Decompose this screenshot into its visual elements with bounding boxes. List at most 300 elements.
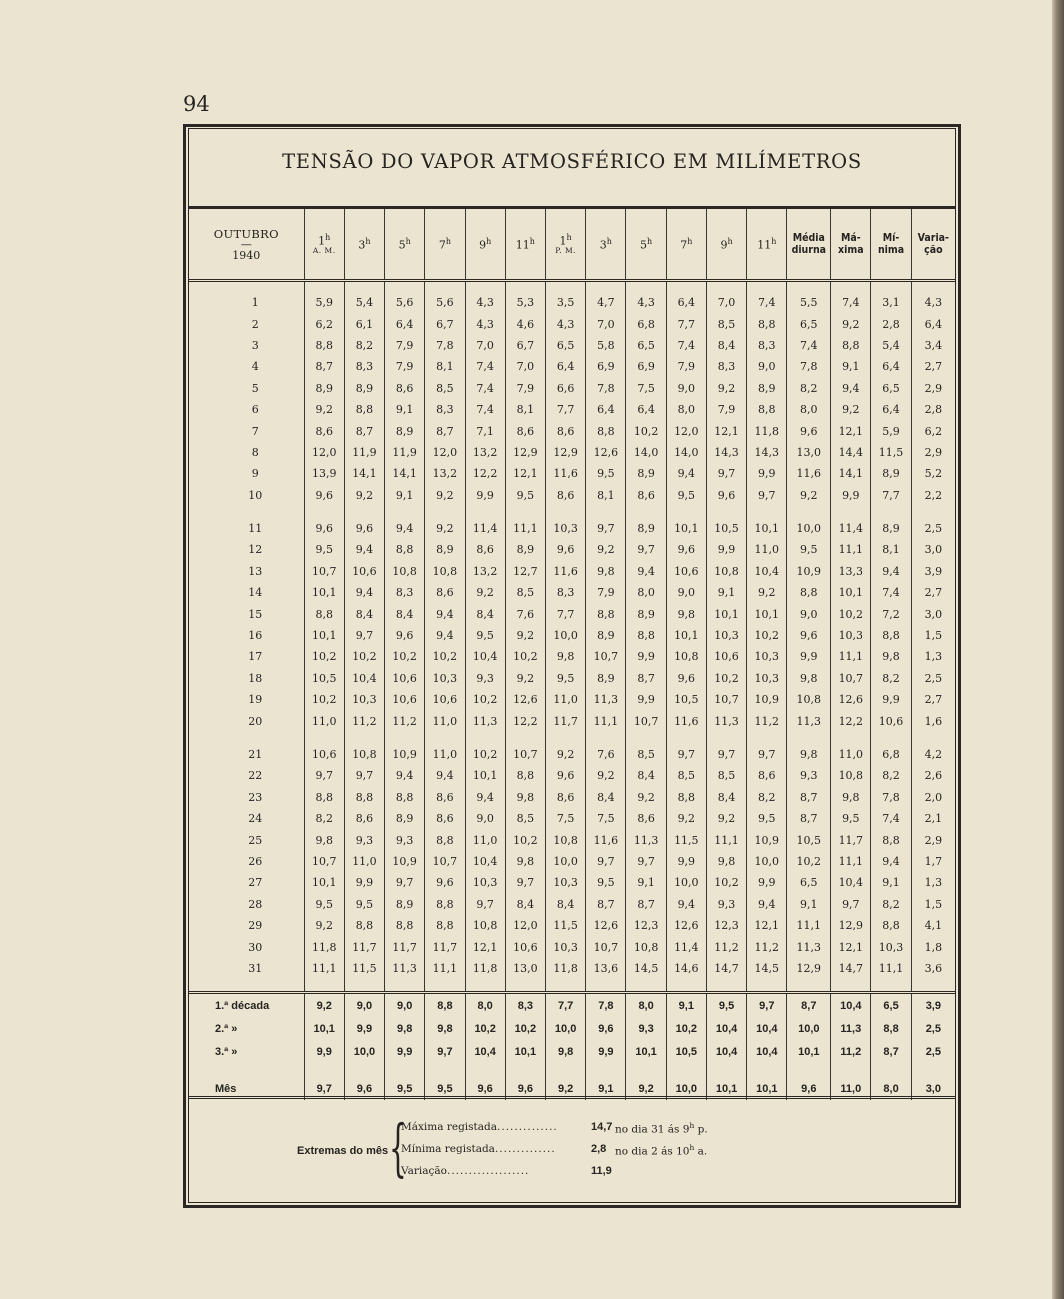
value-cell: 11,3: [787, 710, 831, 731]
value-cell: 8,0: [666, 399, 706, 420]
value-cell: 9,7: [666, 744, 706, 765]
hour-suffix: h: [647, 236, 653, 246]
value-cell: 8,4: [465, 603, 505, 624]
value-cell: 8,0: [626, 582, 666, 603]
value-cell: 10,5: [787, 829, 831, 850]
spacer-cell: [344, 281, 384, 293]
value-cell: 2,8: [871, 313, 911, 334]
value-cell: 7,8: [586, 378, 626, 399]
value-cell: 7,9: [666, 356, 706, 377]
value-cell: 9,6: [304, 485, 344, 506]
value-cell: 6,5: [546, 335, 586, 356]
value-cell: 8,6: [425, 808, 465, 829]
value-cell: 14,0: [626, 442, 666, 463]
value-cell: 10,8: [626, 936, 666, 957]
table-row: [189, 335, 955, 356]
value-cell: 12,2: [465, 463, 505, 484]
value-cell: 9,4: [344, 539, 384, 560]
value-cell: 2,0: [911, 787, 955, 808]
value-cell: 9,2: [666, 808, 706, 829]
value-cell: 7,0: [465, 335, 505, 356]
value-cell: 4,3: [911, 292, 955, 313]
value-cell: 10,8: [425, 561, 465, 582]
value-cell: 6,5: [626, 335, 666, 356]
note-hour-suffix: h: [689, 1121, 695, 1130]
summary-value-cell: 9,1: [666, 993, 706, 1018]
spacer-cell: [666, 281, 706, 293]
value-cell: 7,6: [586, 744, 626, 765]
value-cell: 8,4: [626, 765, 666, 786]
header-hour-4: [465, 209, 505, 281]
table-row: [189, 582, 955, 603]
value-cell: 10,1: [304, 582, 344, 603]
table-row: [189, 710, 955, 731]
value-cell: 8,4: [385, 603, 425, 624]
spacer-cell: [706, 506, 746, 518]
value-cell: 7,5: [586, 808, 626, 829]
spacer-cell: [666, 1063, 706, 1077]
spacer-cell: [911, 979, 955, 993]
header-hour-2: [385, 209, 425, 281]
spacer-cell: [425, 979, 465, 993]
summary-value-cell: 7,8: [586, 993, 626, 1018]
value-cell: 3,1: [871, 292, 911, 313]
note-text: no dia 31 ás: [615, 1123, 680, 1136]
value-cell: 11,2: [706, 936, 746, 957]
summary-value-cell: 8,0: [871, 1077, 911, 1100]
value-cell: 10,3: [747, 646, 787, 667]
spacer-cell: [465, 506, 505, 518]
spacer-cell: [706, 1063, 746, 1077]
value-cell: 11,0: [425, 710, 465, 731]
spacer-cell: [747, 979, 787, 993]
table-header-row: [189, 209, 955, 281]
value-cell: 5,6: [385, 292, 425, 313]
value-cell: 10,2: [304, 646, 344, 667]
value-cell: 9,5: [304, 894, 344, 915]
leader-dots: ...................: [446, 1165, 530, 1177]
value-cell: 8,9: [626, 518, 666, 539]
spacer-cell: [425, 506, 465, 518]
monthly-extremes: [189, 1096, 955, 1199]
value-cell: 9,4: [385, 765, 425, 786]
value-cell: 9,8: [871, 646, 911, 667]
summary-label: 2.ª »: [215, 1022, 238, 1035]
day-cell: 5: [251, 381, 259, 395]
value-cell: 9,7: [586, 851, 626, 872]
header-month-year: [189, 209, 304, 281]
table-row: [189, 808, 955, 829]
table-row: [189, 915, 955, 936]
day-cell: 20: [248, 714, 263, 728]
value-cell: 9,7: [747, 744, 787, 765]
value-cell: 8,2: [304, 808, 344, 829]
value-cell: 8,7: [586, 894, 626, 915]
value-cell: 8,7: [626, 894, 666, 915]
value-cell: 9,8: [787, 668, 831, 689]
value-cell: 7,7: [666, 313, 706, 334]
day-cell: 12: [248, 543, 263, 557]
value-cell: 6,4: [871, 356, 911, 377]
value-cell: 10,7: [304, 851, 344, 872]
day-cell: 1: [251, 296, 259, 310]
value-cell: 8,8: [586, 603, 626, 624]
value-cell: 8,8: [304, 787, 344, 808]
spacer-cell: [385, 979, 425, 993]
value-cell: 12,2: [505, 710, 545, 731]
table-row: [189, 765, 955, 786]
value-cell: 10,6: [344, 561, 384, 582]
value-cell: 10,2: [747, 625, 787, 646]
value-cell: 11,1: [586, 710, 626, 731]
value-cell: 8,2: [871, 765, 911, 786]
value-cell: 8,7: [787, 787, 831, 808]
header-hour-6: [546, 209, 586, 281]
value-cell: 13,2: [465, 442, 505, 463]
value-cell: 9,7: [465, 894, 505, 915]
value-cell: 12,0: [425, 442, 465, 463]
value-cell: 10,7: [706, 689, 746, 710]
value-cell: 9,5: [304, 539, 344, 560]
value-cell: 11,1: [425, 958, 465, 979]
summary-value-cell: 2,5: [911, 1017, 955, 1040]
hour-number: 11: [757, 238, 772, 252]
day-cell: 8: [251, 445, 259, 459]
value-cell: 8,6: [546, 787, 586, 808]
value-cell: 9,6: [706, 485, 746, 506]
value-cell: 10,4: [747, 561, 787, 582]
value-cell: 12,7: [505, 561, 545, 582]
spacer-cell: [505, 281, 545, 293]
value-cell: 9,0: [666, 582, 706, 603]
spacer-cell: [787, 732, 831, 744]
value-cell: 10,8: [706, 561, 746, 582]
leader-dots: ..............: [494, 1143, 556, 1155]
value-cell: 9,2: [831, 313, 871, 334]
value-cell: 11,0: [831, 744, 871, 765]
value-cell: 8,8: [505, 765, 545, 786]
value-cell: 9,1: [385, 485, 425, 506]
value-cell: 9,1: [787, 894, 831, 915]
value-cell: 10,6: [505, 936, 545, 957]
value-cell: 9,4: [344, 582, 384, 603]
value-cell: 12,9: [787, 958, 831, 979]
value-cell: 11,0: [304, 710, 344, 731]
value-cell: 8,3: [747, 335, 787, 356]
spacer-cell: [911, 1063, 955, 1077]
value-cell: 9,2: [706, 378, 746, 399]
value-cell: 7,9: [385, 356, 425, 377]
value-cell: 11,6: [666, 710, 706, 731]
value-cell: 8,2: [344, 335, 384, 356]
spacer-cell: [304, 1063, 344, 1077]
summary-value-cell: 10,5: [666, 1040, 706, 1063]
value-cell: 10,0: [787, 518, 831, 539]
value-cell: 4,6: [505, 313, 545, 334]
table-row: [189, 292, 955, 313]
spacer-cell: [505, 506, 545, 518]
value-cell: 8,6: [385, 378, 425, 399]
value-cell: 10,1: [304, 872, 344, 893]
value-cell: 8,6: [344, 808, 384, 829]
value-cell: 10,8: [787, 689, 831, 710]
value-cell: 3,9: [911, 561, 955, 582]
day-cell: 6: [251, 403, 259, 417]
value-cell: 9,6: [304, 518, 344, 539]
day-cell: 15: [248, 607, 263, 621]
hour-number: 1: [318, 234, 326, 248]
value-cell: 8,9: [385, 894, 425, 915]
spacer-cell: [304, 281, 344, 293]
value-cell: 4,2: [911, 744, 955, 765]
day-cell: 18: [248, 671, 263, 685]
value-cell: 10,9: [787, 561, 831, 582]
value-cell: 11,1: [304, 958, 344, 979]
value-cell: 11,6: [586, 829, 626, 850]
value-cell: 6,9: [626, 356, 666, 377]
table-row: [189, 356, 955, 377]
hour-number: 7: [680, 238, 688, 252]
summary-value-cell: 11,3: [831, 1017, 871, 1040]
value-cell: 8,6: [626, 485, 666, 506]
summary-value-cell: 9,9: [304, 1040, 344, 1063]
value-cell: 8,8: [304, 335, 344, 356]
value-cell: 10,3: [344, 689, 384, 710]
header-stat-3: [911, 209, 955, 281]
summary-value-cell: 8,7: [787, 993, 831, 1018]
value-cell: 9,5: [586, 463, 626, 484]
value-cell: 11,8: [747, 420, 787, 441]
header-dash: —: [240, 237, 252, 251]
value-cell: 8,4: [706, 787, 746, 808]
value-cell: 12,0: [304, 442, 344, 463]
summary-value-cell: 9,7: [747, 993, 787, 1018]
hour-suffix: h: [687, 236, 693, 246]
summary-value-cell: 10,1: [304, 1017, 344, 1040]
day-cell: 10: [248, 488, 263, 502]
value-cell: 9,3: [787, 765, 831, 786]
summary-value-cell: 10,0: [546, 1017, 586, 1040]
value-cell: 10,8: [344, 744, 384, 765]
extreme-row-label: [401, 1143, 556, 1155]
spacer-row: [189, 506, 955, 518]
value-cell: 9,9: [747, 463, 787, 484]
spacer-cell: [546, 979, 586, 993]
value-cell: 12,3: [706, 915, 746, 936]
value-cell: 14,4: [831, 442, 871, 463]
value-cell: 8,8: [425, 915, 465, 936]
value-cell: 8,8: [747, 399, 787, 420]
spacer-cell: [871, 506, 911, 518]
value-cell: 14,1: [831, 463, 871, 484]
spacer-cell: [626, 1063, 666, 1077]
value-cell: 9,8: [586, 561, 626, 582]
value-cell: 5,2: [911, 463, 955, 484]
value-cell: 10,7: [831, 668, 871, 689]
value-cell: 14,0: [666, 442, 706, 463]
summary-value-cell: 10,4: [465, 1040, 505, 1063]
value-cell: 8,5: [505, 808, 545, 829]
value-cell: 14,3: [747, 442, 787, 463]
table-row: [189, 603, 955, 624]
summary-value-cell: 9,0: [344, 993, 384, 1018]
value-cell: 11,5: [546, 915, 586, 936]
header-hour-0: [304, 209, 344, 281]
spacer-cell: [626, 979, 666, 993]
spacer-cell: [871, 281, 911, 293]
value-cell: 8,0: [787, 399, 831, 420]
value-cell: 9,0: [747, 356, 787, 377]
day-cell: 24: [248, 812, 263, 826]
value-cell: 10,1: [747, 518, 787, 539]
value-cell: 10,9: [385, 851, 425, 872]
value-cell: 10,2: [706, 872, 746, 893]
summary-value-cell: 9,6: [465, 1077, 505, 1100]
summary-row: [189, 1017, 955, 1040]
value-cell: 4,3: [546, 313, 586, 334]
value-cell: 11,0: [344, 851, 384, 872]
value-cell: 9,7: [706, 463, 746, 484]
value-cell: 11,0: [546, 689, 586, 710]
extreme-row-label: [401, 1121, 558, 1133]
day-cell: 30: [248, 940, 263, 954]
spacer-cell: [871, 1063, 911, 1077]
table-row: [189, 689, 955, 710]
value-cell: 9,2: [586, 539, 626, 560]
page-number: 94: [183, 92, 210, 116]
extreme-value: 2,8: [591, 1143, 607, 1155]
value-cell: 9,9: [831, 485, 871, 506]
value-cell: 11,2: [385, 710, 425, 731]
value-cell: 8,3: [344, 356, 384, 377]
hour-number: 11: [515, 238, 530, 252]
value-cell: 12,6: [666, 915, 706, 936]
value-cell: 10,4: [344, 668, 384, 689]
day-cell: 7: [251, 424, 259, 438]
value-cell: 8,2: [787, 378, 831, 399]
daily-values: [189, 281, 955, 993]
summary-value-cell: 9,3: [626, 1017, 666, 1040]
value-cell: 8,9: [385, 808, 425, 829]
value-cell: 10,9: [747, 829, 787, 850]
value-cell: 6,7: [505, 335, 545, 356]
spacer-cell: [706, 979, 746, 993]
value-cell: 8,8: [871, 829, 911, 850]
value-cell: 5,9: [871, 420, 911, 441]
summary-value-cell: 11,0: [831, 1077, 871, 1100]
value-cell: 9,4: [465, 787, 505, 808]
spacer-cell: [505, 732, 545, 744]
day-cell: 2: [251, 317, 259, 331]
value-cell: 7,4: [465, 378, 505, 399]
value-cell: 2,7: [911, 582, 955, 603]
summary-value-cell: 10,4: [747, 1040, 787, 1063]
value-cell: 8,8: [304, 603, 344, 624]
value-cell: 9,2: [706, 808, 746, 829]
value-cell: 5,9: [304, 292, 344, 313]
value-cell: 12,1: [831, 420, 871, 441]
hour-number: 1: [559, 234, 567, 248]
header-stat-line: diurna: [791, 244, 827, 256]
value-cell: 9,2: [304, 915, 344, 936]
value-cell: 9,0: [465, 808, 505, 829]
value-cell: 9,2: [425, 518, 465, 539]
value-cell: 9,8: [505, 787, 545, 808]
value-cell: 9,3: [385, 829, 425, 850]
summary-value-cell: 10,2: [505, 1017, 545, 1040]
table-row: [189, 625, 955, 646]
value-cell: 2,7: [911, 356, 955, 377]
value-cell: 10,2: [465, 744, 505, 765]
value-cell: 14,7: [706, 958, 746, 979]
value-cell: 4,3: [626, 292, 666, 313]
value-cell: 11,3: [787, 936, 831, 957]
value-cell: 12,6: [586, 442, 626, 463]
value-cell: 9,0: [666, 378, 706, 399]
value-cell: 11,4: [831, 518, 871, 539]
value-cell: 7,9: [706, 399, 746, 420]
value-cell: 8,5: [706, 313, 746, 334]
spacer-cell: [831, 506, 871, 518]
value-cell: 7,4: [871, 582, 911, 603]
value-cell: 11,5: [871, 442, 911, 463]
spacer-cell: [465, 1063, 505, 1077]
spacer-cell: [586, 506, 626, 518]
value-cell: 2,5: [911, 518, 955, 539]
value-cell: 11,8: [465, 958, 505, 979]
value-cell: 9,5: [787, 539, 831, 560]
spacer-cell: [546, 506, 586, 518]
value-cell: 9,1: [706, 582, 746, 603]
header-hour-1: [344, 209, 384, 281]
value-cell: 10,7: [626, 710, 666, 731]
extreme-name: Máxima registada: [401, 1121, 498, 1133]
summary-value-cell: 10,4: [747, 1017, 787, 1040]
extreme-value: 14,7: [591, 1121, 613, 1133]
value-cell: 10,1: [831, 582, 871, 603]
summary-value-cell: 10,1: [787, 1040, 831, 1063]
header-hour-3: [425, 209, 465, 281]
summary-value-cell: 10,2: [666, 1017, 706, 1040]
summary-value-cell: 10,1: [505, 1040, 545, 1063]
value-cell: 9,4: [425, 625, 465, 646]
value-cell: 9,6: [666, 668, 706, 689]
table-row: [189, 518, 955, 539]
value-cell: 7,4: [465, 356, 505, 377]
hour-number: 9: [720, 238, 728, 252]
value-cell: 8,3: [385, 582, 425, 603]
value-cell: 9,7: [505, 872, 545, 893]
value-cell: 9,9: [626, 689, 666, 710]
value-cell: 12,1: [747, 915, 787, 936]
value-cell: 11,5: [344, 958, 384, 979]
value-cell: 14,7: [831, 958, 871, 979]
summary-value-cell: 9,2: [304, 993, 344, 1018]
value-cell: 9,4: [747, 894, 787, 915]
table-row: [189, 485, 955, 506]
value-cell: 7,8: [871, 787, 911, 808]
value-cell: 9,9: [747, 872, 787, 893]
value-cell: 11,4: [465, 518, 505, 539]
value-cell: 13,9: [304, 463, 344, 484]
value-cell: 9,7: [586, 518, 626, 539]
spacer-cell: [425, 732, 465, 744]
value-cell: 9,6: [546, 539, 586, 560]
value-cell: 14,1: [344, 463, 384, 484]
value-cell: 10,4: [465, 851, 505, 872]
note-hour: 9: [682, 1123, 690, 1136]
value-cell: 10,8: [666, 646, 706, 667]
